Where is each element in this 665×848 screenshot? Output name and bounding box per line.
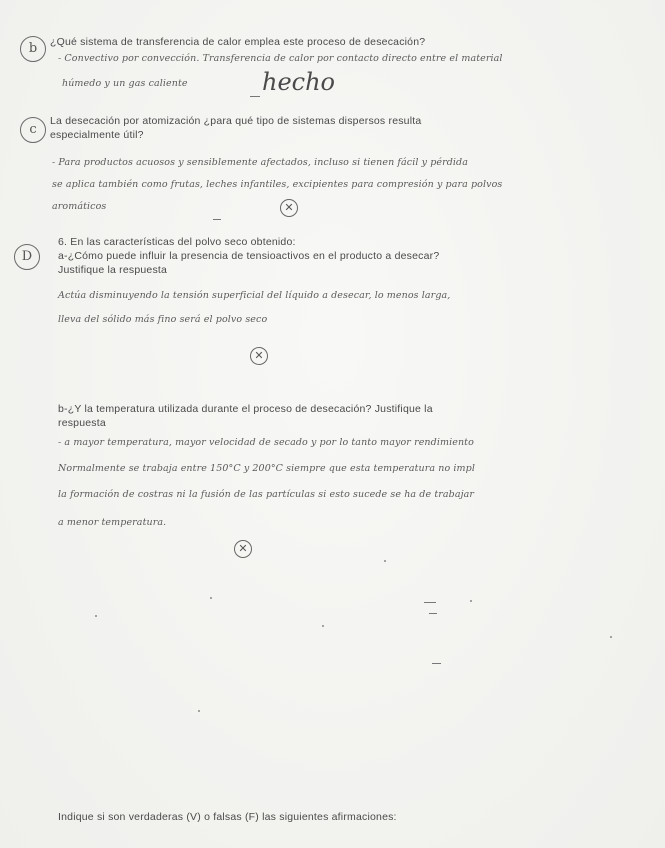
question-b-prompt: ¿Qué sistema de transferencia de calor emplea este proceso de desecación? xyxy=(50,36,426,48)
question-d-b-grade-mark: ✕ xyxy=(234,540,252,558)
question-c-prompt-line1: La desecación por atomización ¿para qué tipo de sistemas dispersos resulta xyxy=(50,115,422,127)
question-d-prompt-line2: a-¿Cómo puede influir la presencia de tensioactivos en el producto a desecar? xyxy=(58,250,440,262)
question-c-prompt-line2: especialmente útil? xyxy=(50,129,144,141)
stray-dot xyxy=(322,625,324,627)
question-b-answer-line2: húmedo y un gas caliente xyxy=(62,78,188,89)
true-false-instruction: Indique si son verdaderas (V) o falsas (F) las siguientes afirmaciones: xyxy=(58,811,397,823)
question-c-label: c xyxy=(20,117,46,143)
scribble-mark xyxy=(432,663,441,664)
stray-dot xyxy=(95,615,97,617)
scribble-mark xyxy=(424,602,436,603)
question-b-grade-mark: hecho xyxy=(262,68,336,96)
scribble-mark xyxy=(429,613,437,614)
question-d-b-answer-line1: - a mayor temperatura, mayor velocidad de secado y por lo tanto mayor rendimiento xyxy=(58,437,474,448)
stray-dot xyxy=(210,597,212,599)
scribble-mark xyxy=(250,96,260,97)
question-d-answer-line2: lleva del sólido más fino será el polvo seco xyxy=(58,314,268,325)
scribble-mark xyxy=(213,219,221,220)
question-c-grade-mark: ✕ xyxy=(280,199,298,217)
question-c-answer-line3: aromáticos xyxy=(52,201,107,212)
question-d-b-answer-line2: Normalmente se trabaja entre 150°C y 200°C siempre que esta temperatura no impl xyxy=(58,463,475,474)
question-d-prompt-line1: 6. En las características del polvo seco obtenido: xyxy=(58,236,296,248)
question-d-prompt-line3: Justifique la respuesta xyxy=(58,264,168,276)
question-c-answer-line1: - Para productos acuosos y sensiblemente afectados, incluso si tienen fácil y pérdida xyxy=(52,157,469,168)
question-c-answer-line2: se aplica también como frutas, leches infantiles, excipientes para compresión y para polvos xyxy=(52,179,503,190)
stray-dot xyxy=(610,636,612,638)
question-d-answer-line1: Actúa disminuyendo la tensión superficial del líquido a desecar, lo menos larga, xyxy=(58,290,451,301)
question-b-answer-line1: - Convectivo por convección. Transferencia de calor por contacto directo entre el material xyxy=(58,53,503,64)
question-d-a-grade-mark: ✕ xyxy=(250,347,268,365)
stray-dot xyxy=(198,710,200,712)
question-d-b-answer-line3: la formación de costras ni la fusión de las partículas si esto sucede se ha de trabajar xyxy=(58,489,475,500)
question-d-label: D xyxy=(14,244,40,270)
question-d-b-prompt-line2: respuesta xyxy=(58,417,106,429)
stray-dot xyxy=(384,560,386,562)
question-b-label: b xyxy=(20,36,46,62)
question-d-b-answer-line4: a menor temperatura. xyxy=(58,517,167,528)
question-d-b-prompt-line1: b-¿Y la temperatura utilizada durante el proceso de desecación? Justifique la xyxy=(58,403,433,415)
stray-dot xyxy=(470,600,472,602)
